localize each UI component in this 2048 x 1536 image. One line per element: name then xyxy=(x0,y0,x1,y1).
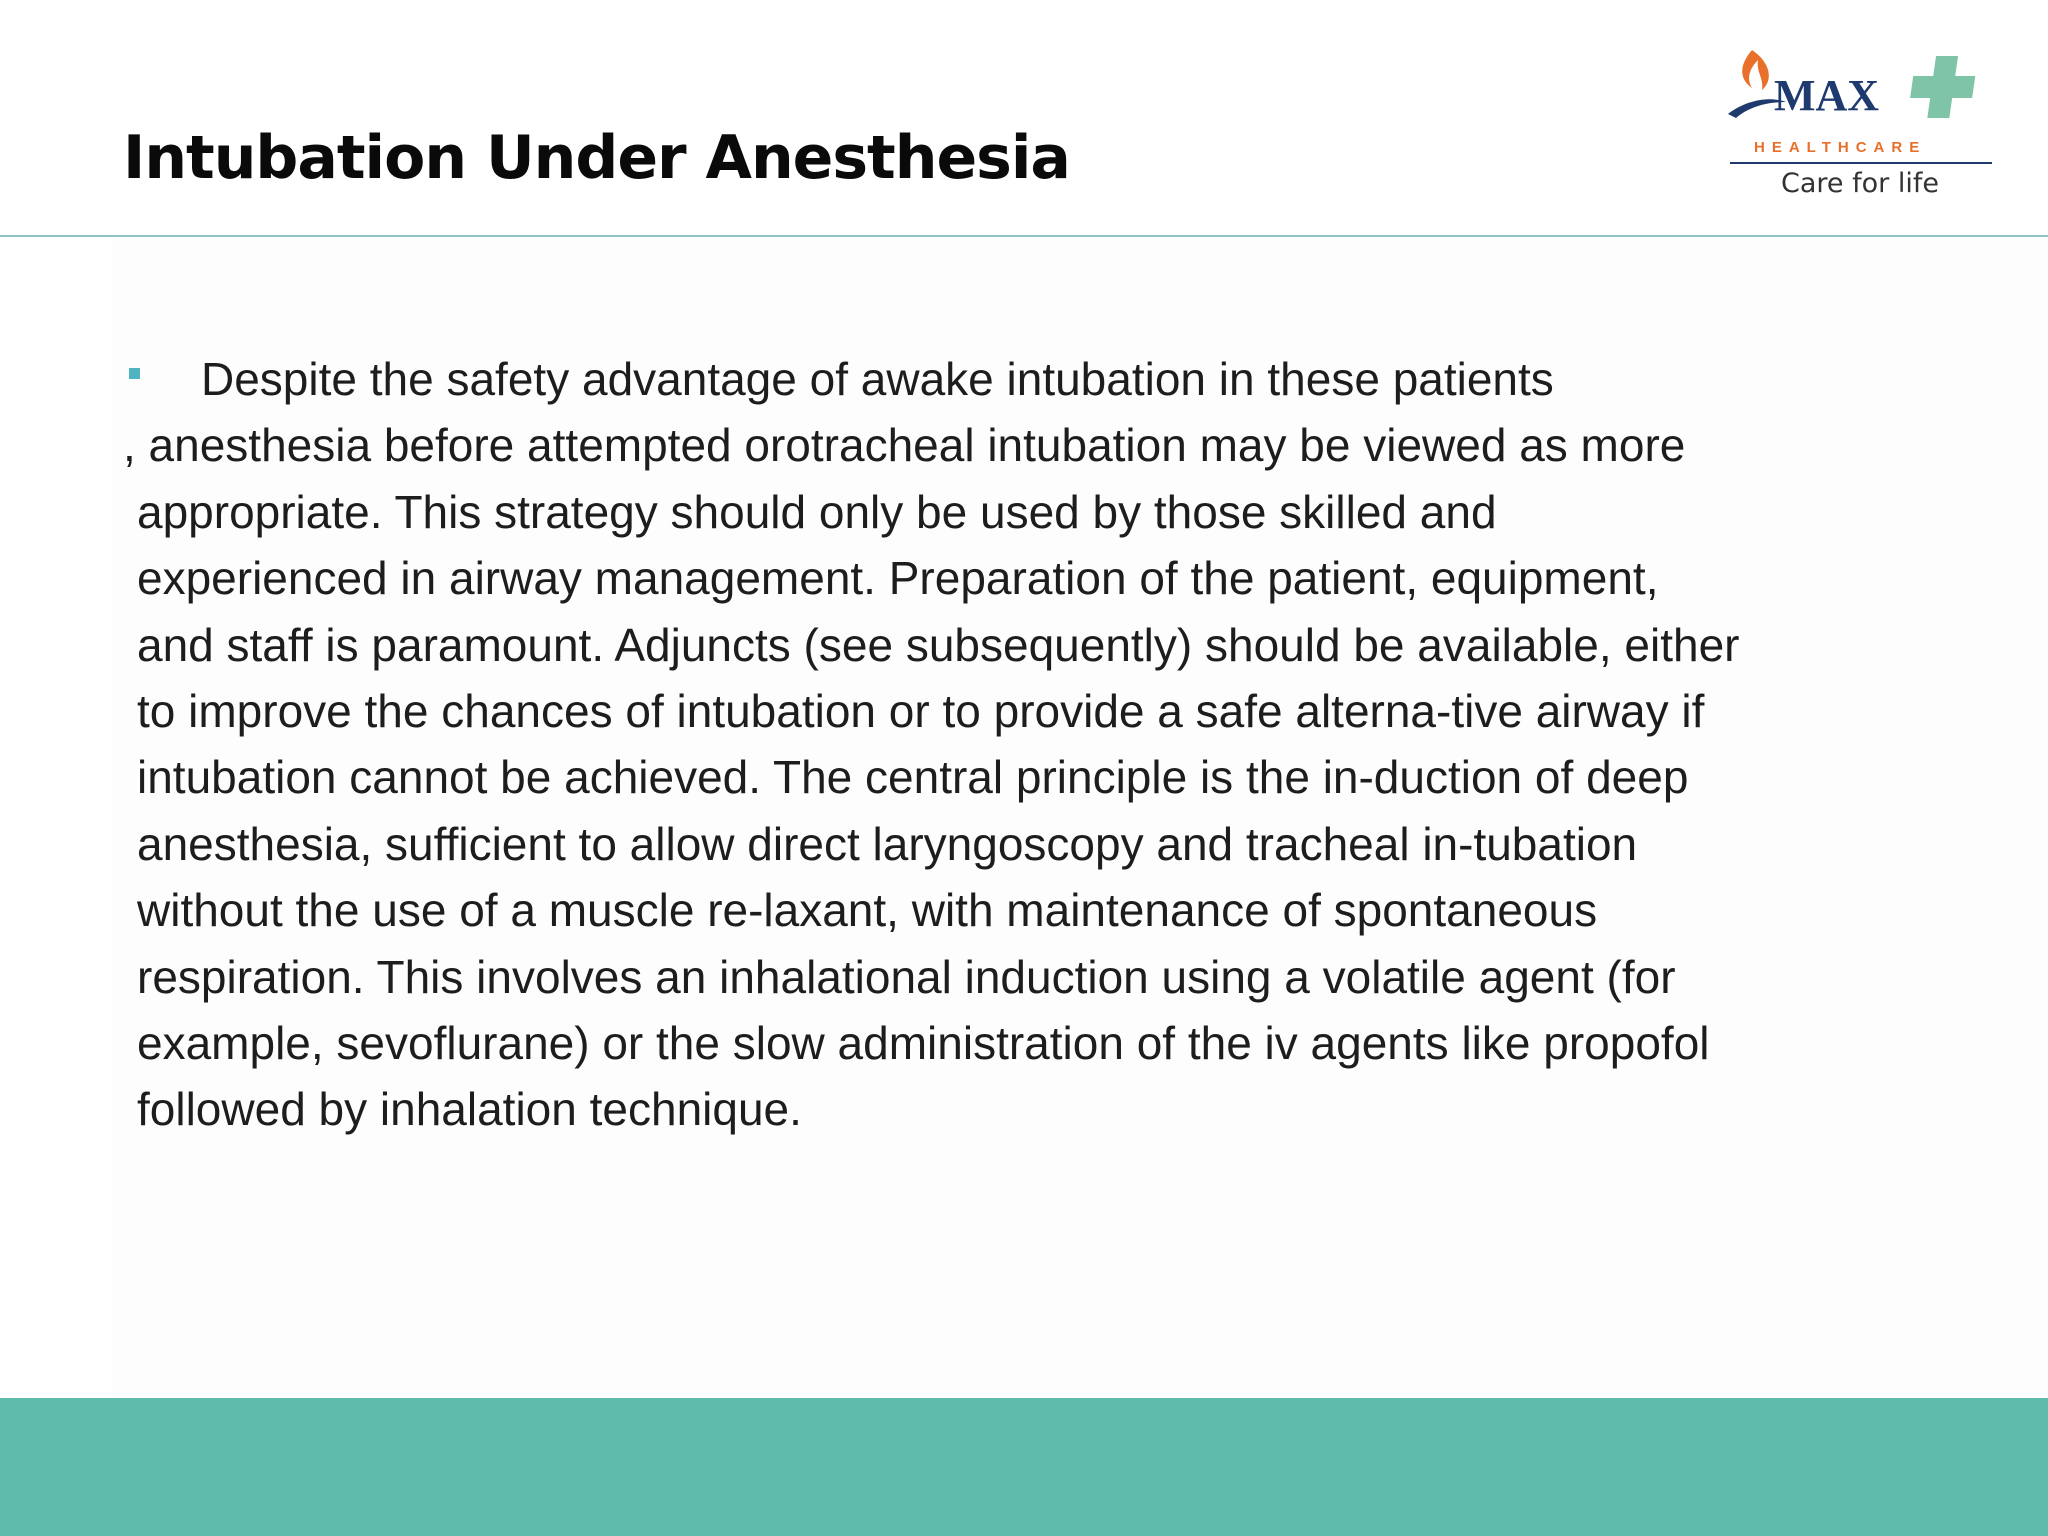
cross-icon xyxy=(1910,56,1975,118)
logo-brand: MAX xyxy=(1774,71,1880,120)
logo-sub: HEALTHCARE xyxy=(1754,139,1927,156)
flame-icon xyxy=(1742,50,1769,90)
footer-band xyxy=(0,1398,2048,1536)
text-line: and staff is paramount. Adjuncts (see subsequently) should be available, either xyxy=(137,618,1740,671)
text-line: without the use of a muscle re-laxant, with maintenance of spontaneous xyxy=(137,884,1598,937)
text-line: intubation cannot be achieved. The central principle is the in-duction of deep xyxy=(137,751,1689,804)
slide-title: Intubation Under Anesthesia xyxy=(123,123,1070,193)
text-line: anesthesia, sufficient to allow direct laryngoscopy and tracheal in-tubation xyxy=(137,817,1638,870)
logo-graphic xyxy=(1722,42,1998,206)
text-line: , anesthesia before attempted orotracheal intubation may be viewed as more xyxy=(123,419,1686,472)
text-line: Despite the safety advantage of awake intubation in these patients xyxy=(201,353,1554,405)
title-divider xyxy=(0,235,2048,237)
text-line: example, sevoflurane) or the slow administration of the iv agents like propofol xyxy=(137,1017,1710,1070)
text-line: experienced in airway management. Preparation of the patient, equipment, xyxy=(137,552,1659,605)
max-healthcare-logo xyxy=(1722,42,1998,206)
logo-divider xyxy=(1730,162,1992,164)
bullet-text xyxy=(123,346,1943,1143)
text-line: to improve the chances of intubation or to provide a safe alterna-tive airway if xyxy=(137,685,1705,738)
text-line: followed by inhalation technique. xyxy=(137,1083,802,1136)
text-line: respiration. This involves an inhalational induction using a volatile agent (for xyxy=(137,950,1676,1003)
logo-tagline: Care for life xyxy=(1781,168,1939,199)
text-line: appropriate. This strategy should only be used by those skilled and xyxy=(137,485,1497,538)
